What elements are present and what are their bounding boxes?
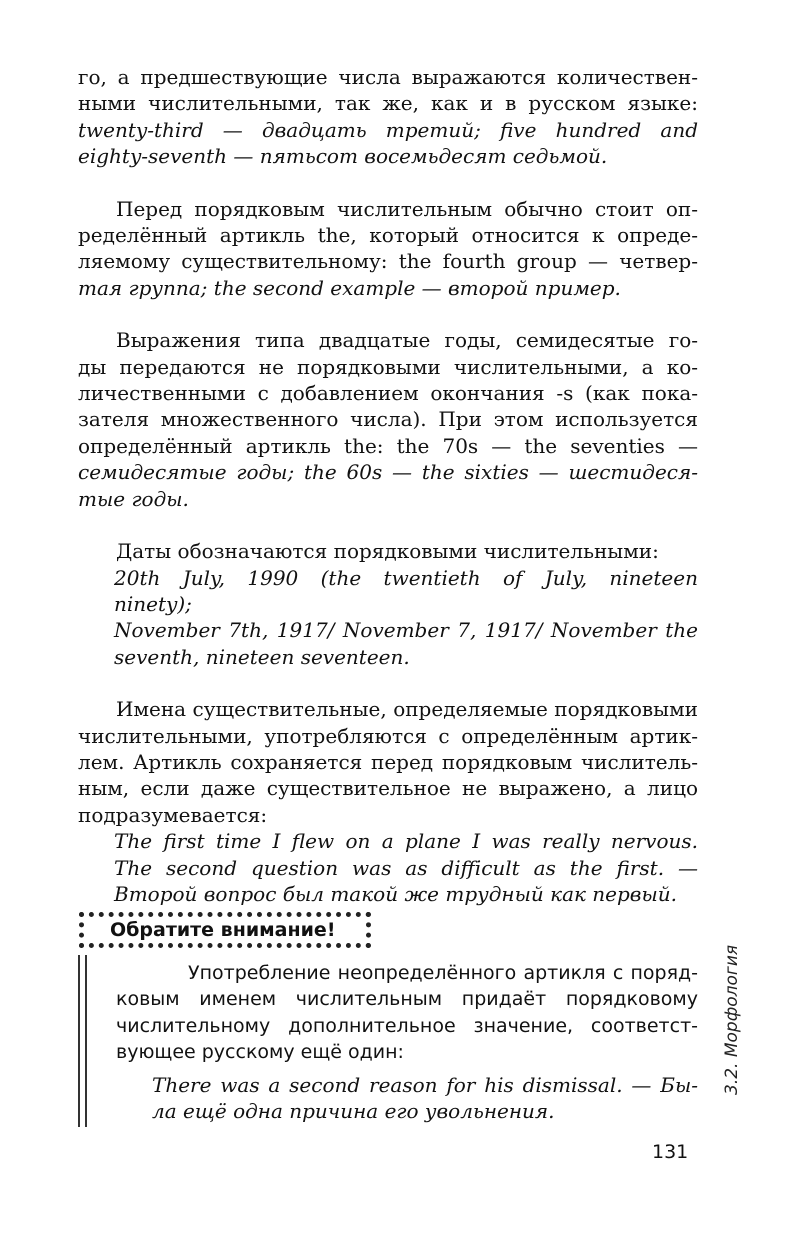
text-line: личественными с добавлением окончания -s (как пока- xyxy=(78,381,698,406)
text-line: вующее русскому ещё один: xyxy=(116,1041,404,1064)
text-line: тая группа; the second example — второй пример. xyxy=(78,275,621,300)
text-line: The first time I flew on a plane I was really nervous. xyxy=(114,829,698,854)
paragraph-5 xyxy=(78,696,698,907)
note-title: Обратите внимание! xyxy=(110,919,336,941)
text-line: лем. Артикль сохраняется перед порядковым числитель- xyxy=(78,749,698,774)
text-line: eighty-seventh — пятьсот восемьдесят седьмой. xyxy=(78,144,608,169)
text-line: Имена существительные, определяемые порядковыми xyxy=(116,697,698,722)
text-line: тые годы. xyxy=(78,486,189,511)
example-block xyxy=(78,828,698,907)
text-line: There was a second reason for his dismissal. — Бы- xyxy=(152,1072,698,1097)
text-line: twenty-third — двадцать третий; five hundred and xyxy=(78,117,698,142)
page-body xyxy=(78,64,698,907)
text-line: Даты обозначаются порядковыми числительными: xyxy=(116,539,659,564)
note-side-rule xyxy=(78,955,90,1127)
paragraph-2 xyxy=(78,196,698,302)
text-line: ninety); xyxy=(114,591,192,616)
text-line: зателя множественного числа). При этом используется xyxy=(78,407,698,432)
page-number: 131 xyxy=(652,1141,689,1163)
text-line: Употребление неопределённого артикля с поряд- xyxy=(188,962,698,984)
text-line: November 7th, 1917/ November 7, 1917/ November the xyxy=(114,618,698,643)
text-line: ным, если даже существительное не выражено, а лицо xyxy=(78,776,698,801)
text-line: определённый артикль the: the 70s — the seventies — xyxy=(78,433,698,458)
note-example xyxy=(116,1072,698,1125)
text-line: 20th July, 1990 (the twentieth of July, nineteen xyxy=(114,565,698,590)
text-line: Выражения типа двадцатые годы, семидесятые го- xyxy=(116,328,698,353)
text-line: семидесятые годы; the 60s — the sixties — шестидеся- xyxy=(78,460,698,485)
paragraph-1 xyxy=(78,64,698,170)
paragraph-3 xyxy=(78,327,698,512)
text-line: seventh, nineteen seventeen. xyxy=(114,644,410,669)
text-line: The second question was as difficult as the first. — xyxy=(114,855,698,880)
text-line: го, а предшествующие числа выражаются количествен- xyxy=(78,65,698,89)
text-line: числительному дополнительное значение, соответст- xyxy=(116,1014,698,1037)
note-heading-box xyxy=(79,912,371,948)
text-line: подразумевается: xyxy=(78,802,268,827)
text-line: ковым именем числительным придаёт порядковому xyxy=(116,988,698,1011)
text-line: Второй вопрос был такой же трудный как первый. xyxy=(114,881,677,906)
text-line: ределённый артикль the, который относится к опреде- xyxy=(78,223,698,248)
example-block xyxy=(78,565,698,671)
text-line: числительными, употребляются с определённым артик- xyxy=(78,723,698,748)
text-line: Перед порядковым числительным обычно стоит оп- xyxy=(116,196,698,221)
text-line: ными числительными, так же, как и в русском языке: xyxy=(78,91,698,116)
text-line: ла ещё одна причина его увольнения. xyxy=(152,1099,555,1124)
paragraph-4 xyxy=(78,538,698,670)
section-side-label: 3.2. Морфология xyxy=(722,944,742,1095)
note-body xyxy=(116,960,698,1124)
text-line: ляемому существительному: the fourth group — четвер- xyxy=(78,249,698,274)
text-line: ды передаются не порядковыми числительными, а ко- xyxy=(78,354,698,379)
